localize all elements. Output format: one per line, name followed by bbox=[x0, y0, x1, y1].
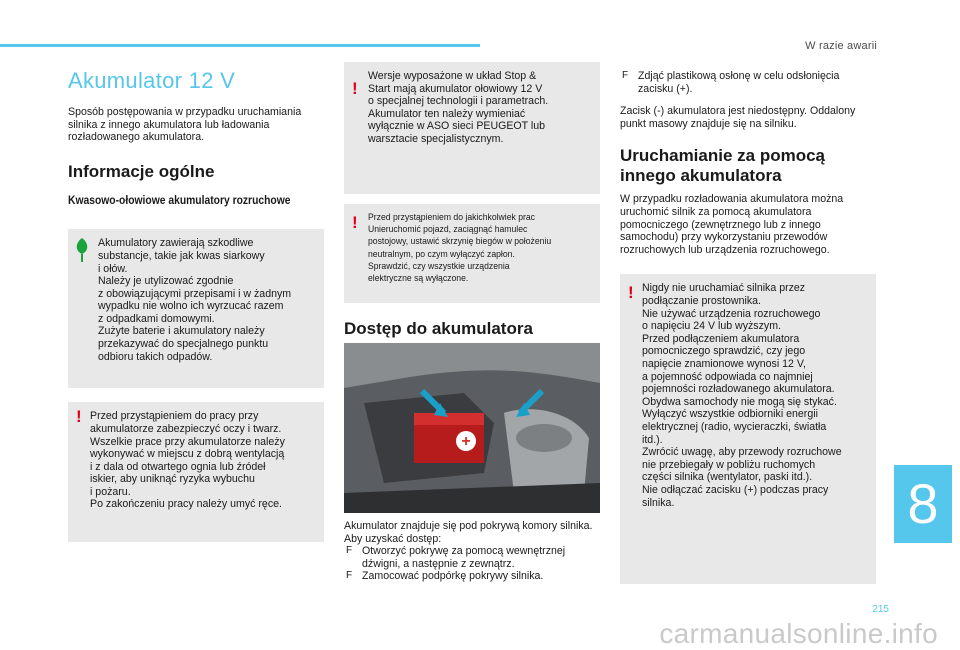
column-right bbox=[620, 70, 876, 584]
access-step-text: Otworzyć pokrywę za pomocą wewnętrznej dźwigni, a następnie z zewnątrz. bbox=[362, 545, 566, 570]
chapter-number-tab: 8 bbox=[894, 465, 952, 543]
warning-icon: ! bbox=[352, 213, 358, 232]
bullet-icon: F bbox=[346, 545, 353, 557]
page-title: Akumulator 12 V bbox=[68, 68, 236, 93]
bullet-icon: F bbox=[346, 570, 353, 582]
column-middle bbox=[344, 62, 600, 339]
bullet-icon: F bbox=[622, 70, 629, 81]
engine-bay-photo bbox=[344, 343, 600, 513]
plus-terminal-symbol: + bbox=[461, 433, 471, 450]
subheading-lead-acid: Kwasowo-ołowiowe akumulatory rozruchowe bbox=[68, 193, 291, 208]
photo-caption-block bbox=[344, 520, 600, 583]
warning-icon: ! bbox=[628, 283, 634, 303]
page-number: 215 bbox=[872, 604, 889, 615]
warning-box-safety bbox=[68, 402, 324, 542]
warning-box-before-work bbox=[344, 204, 600, 303]
warning-icon: ! bbox=[352, 79, 358, 98]
negative-terminal-note: Zacisk (-) akumulatora jest niedostępny. Oddalony punkt masowy znajduje się na silniku. bbox=[620, 105, 856, 130]
heading-jump-start: Uruchamianie za pomocą innego akumulatora bbox=[620, 146, 826, 185]
watermark: carmanualsonline.info bbox=[659, 618, 938, 649]
eco-note-text: Akumulatory zawierają szkodliwe substancje, takie jak kwas siarkowy i ołów. Należy je utylizować zgodnie z obowiązującymi przepisami i w żadnym wypadku nie wolno ich wyrzucać razem z odpadkami domowymi. Zużyte baterie i akumulatory należy przekazywać do specjalnego punktu odbioru takich odpadów. bbox=[98, 237, 292, 363]
access-step bbox=[344, 570, 600, 583]
section-header: W razie awarii bbox=[805, 40, 877, 52]
eco-leaf-icon bbox=[74, 237, 90, 263]
warning-before-work-text: Przed przystąpieniem do jakichkolwiek prac Unieruchomić pojazd, zaciągnąć hamulec postojowy, ustawić skrzynię biegów w położeniu neutralnym, po czym wyłączyć zapłon. Sprawdzić, czy wszystkie urządzenia elektryczne są wyłączone. bbox=[368, 212, 552, 285]
warning-safety-text: Przed przystąpieniem do pracy przy akumulatorze zabezpieczyć oczy i twarz. Wszelkie prace przy akumulatorze należy wykonywać w miejscu z dobrą wentylacją i z dala od otwartego ognia lub źródeł iskier, aby uniknąć ryzyka wybuchu i pożaru. Po zakończeniu pracy należy umyć ręce. bbox=[90, 410, 285, 511]
warning-jump-start-text: Nigdy nie uruchamiać silnika przez podłączanie prostownika. Nie używać urządzenia rozruchowego o napięciu 24 V lub wyższym. Przed podłączeniem akumulatora pomocniczego sprawdzić, czy jego napięcie znamionowe wynosi 12 V, a pojemność odpowiada co najmniej pojemności rozładowanego akumulatora. Obydwa samochody nie mogą się stykać. Wyłączyć wszystkie odbiorniki energii elektrycznej (radio, wycieraczki, światła itd.). Zwrócić uwagę, aby przewody rozruchowe nie przebiegały w pobliżu ruchomych części silnika (wentylator, paski itd.). Nie odłączać zacisku (+) podczas pracy silnika. bbox=[642, 282, 842, 509]
access-intro: Aby uzyskać dostęp: bbox=[344, 532, 442, 545]
header-accent-bar bbox=[0, 44, 480, 47]
heading-battery-access: Dostęp do akumulatora bbox=[344, 319, 533, 338]
eco-note-box bbox=[68, 229, 324, 388]
column-left bbox=[68, 62, 324, 542]
remove-cover-step-text: Zdjąć plastikową osłonę w celu odsłonięcia zacisku (+). bbox=[638, 70, 840, 95]
access-step-text: Zamocować podpórkę pokrywy silnika. bbox=[362, 570, 544, 583]
warning-box-jump-start bbox=[620, 274, 876, 584]
jump-start-intro: W przypadku rozładowania akumulatora można uruchomić silnik za pomocą akumulatora pomocniczego (zewnętrznego lub z innego samochodu) przy wykorzystaniu przewodów rozruchowych lub urządzenia rozruchowego. bbox=[620, 193, 844, 256]
photo-caption: Akumulator znajduje się pod pokrywą komory silnika. bbox=[344, 520, 593, 532]
remove-cover-step bbox=[620, 70, 876, 95]
heading-general-info: Informacje ogólne bbox=[68, 161, 215, 181]
warning-icon: ! bbox=[76, 407, 82, 427]
access-step bbox=[344, 545, 600, 570]
warning-stop-start-text: Wersje wyposażone w układ Stop & Start mają akumulator ołowiowy 12 V o specjalnej technologii i parametrach. Akumulator ten należy wymieniać wyłącznie w ASO sieci PEUGEOT lub warsztacie specjalistycznym. bbox=[368, 70, 549, 145]
warning-box-stop-start bbox=[344, 62, 600, 194]
intro-text: Sposób postępowania w przypadku uruchamiania silnika z innego akumulatora lub ładowania rozładowanego akumulatora. bbox=[68, 106, 302, 144]
